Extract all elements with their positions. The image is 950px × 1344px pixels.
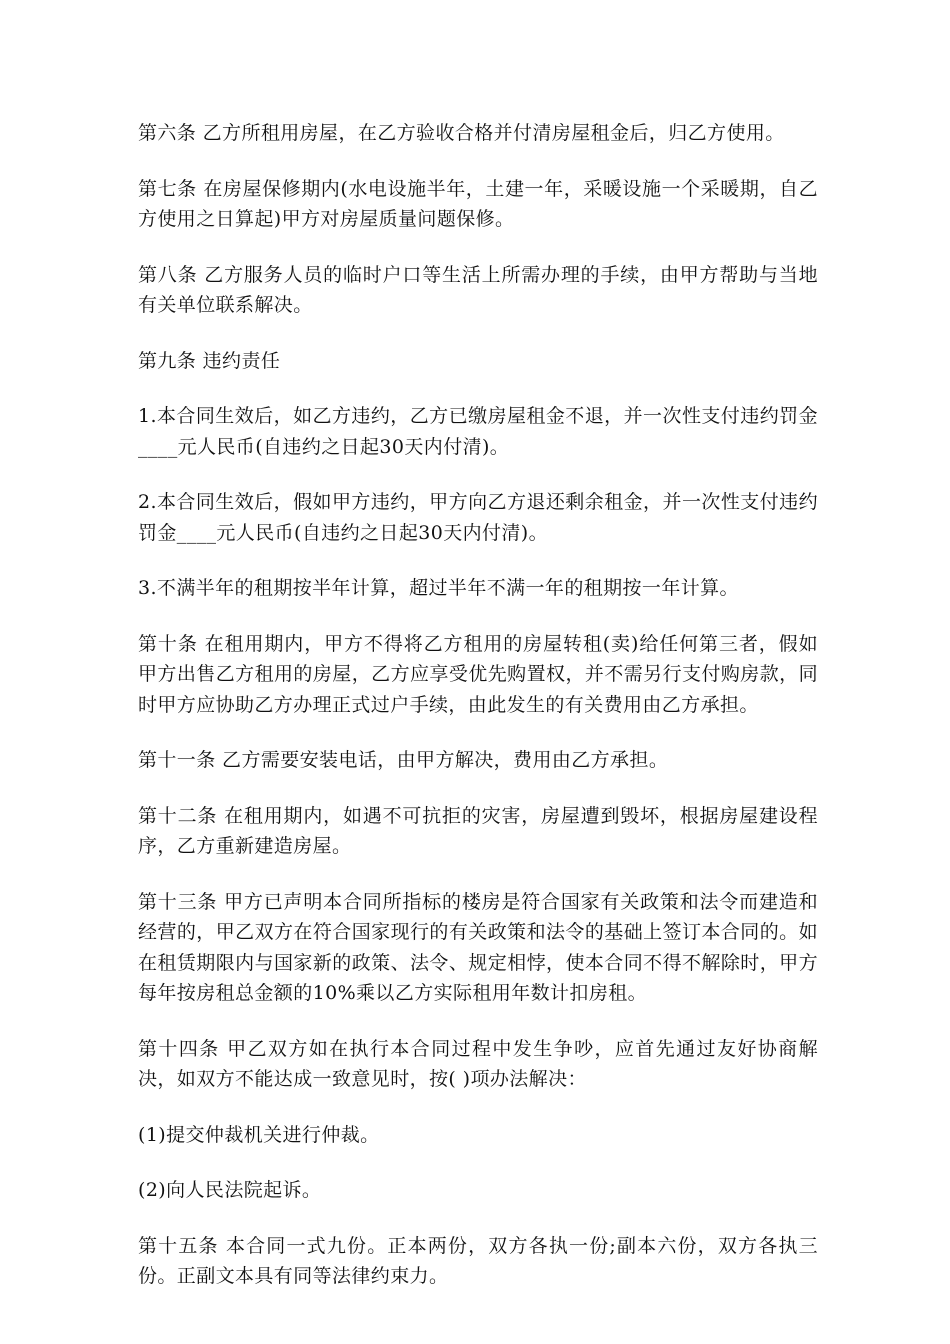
- article-13: 第十三条 甲方已声明本合同所指标的楼房是符合国家有关政策和法令而建造和经营的，甲乙双方在符合国家现行的有关政策和法令的基础上签订本合同的。如在租赁期限内与国家新的政策、法令、规定相悖，使本合同不得不解除时，甲方每年按房租总金额的10%乘以乙方实际租用年数计扣房租。: [138, 890, 818, 1004]
- article-14-option-1: (1)提交仲裁机关进行仲裁。: [138, 1123, 380, 1146]
- article-12: 第十二条 在租用期内，如遇不可抗拒的灾害，房屋遭到毁坏，根据房屋建设程序，乙方重新建造房屋。: [138, 804, 818, 857]
- article-10: 第十条 在租用期内，甲方不得将乙方租用的房屋转租(卖)给任何第三者，假如甲方出售乙方租用的房屋，乙方应享受优先购置权，并不需另行支付购房款，同时甲方应协助乙方办理正式过户手续，由此发生的有关费用由乙方承担。: [138, 632, 818, 716]
- article-11: 第十一条 乙方需要安装电话，由甲方解决，费用由乙方承担。: [138, 749, 669, 771]
- article-6: 第六条 乙方所租用房屋，在乙方验收合格并付清房屋租金后，归乙方使用。: [138, 122, 785, 144]
- article-9-item-1: 1.本合同生效后，如乙方违约，乙方已缴房屋租金不退，并一次性支付违约罚金____元人民币(自违约之日起30天内付清)。: [138, 405, 818, 458]
- document-body: [138, 118, 818, 1317]
- article-7: 第七条 在房屋保修期内(水电设施半年，土建一年，采暖设施一个采暖期，自乙方使用之日算起)甲方对房屋质量问题保修。: [138, 177, 818, 230]
- article-15: 第十五条 本合同一式九份。正本两份，双方各执一份;副本六份，双方各执三份。正副文本具有同等法律约束力。: [138, 1234, 818, 1287]
- article-9-heading: 第九条 违约责任: [138, 349, 281, 372]
- article-8: 第八条 乙方服务人员的临时户口等生活上所需办理的手续，由甲方帮助与当地有关单位联系解决。: [138, 263, 818, 316]
- article-9-item-2: 2.本合同生效后，假如甲方违约，甲方向乙方退还剩余租金，并一次性支付违约罚金____元人民币(自违约之日起30天内付清)。: [138, 491, 818, 544]
- article-9-item-3: 3.不满半年的租期按半年计算，超过半年不满一年的租期按一年计算。: [138, 577, 739, 599]
- article-14: 第十四条 甲乙双方如在执行本合同过程中发生争吵，应首先通过友好协商解决，如双方不能达成一致意见时，按( )项办法解决：: [138, 1037, 818, 1090]
- article-14-option-2: (2)向人民法院起诉。: [138, 1179, 322, 1201]
